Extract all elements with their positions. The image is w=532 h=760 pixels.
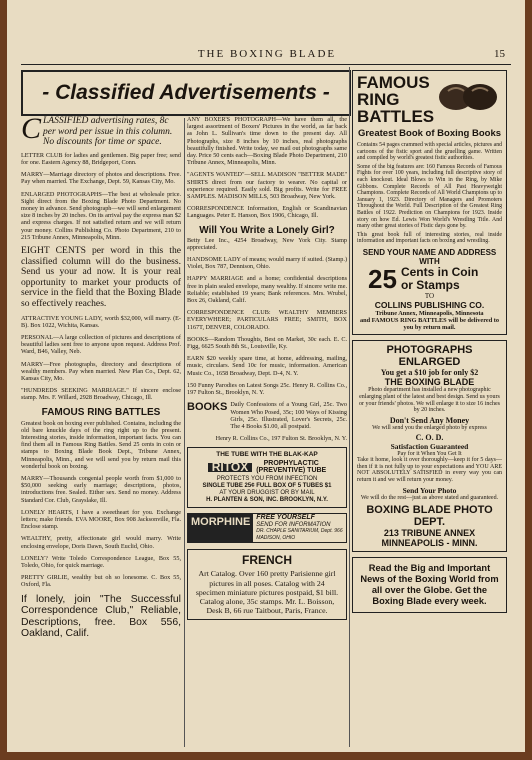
photos-body: Photo department has installed a new photographic enlarging plant of the latest and best design. Send us yours or your friends' photos. We will enlarge it to size 16 inches by 20 inches.	[358, 386, 500, 414]
ad-hundreds-seeking: "HUNDREDS SEEKING MARRIAGE." If sincere enclose stamp. Mrs. F. Willard, 2928 Broadway, Chicago, Ill.	[21, 387, 181, 402]
ad-correspondence-wealthy: CORRESPONDENCE CLUB: WEALTHY MEMBERS EVERYWHERE; PARTICULARS FREE; SMITH, BOX 1167T, DENVER, COLORADO.	[187, 309, 347, 331]
ad-wealthy-girl: WEALTHY, pretty, affectionate girl would marry. Write enclosing envelope, Doris Dawn, South Euclid, Ohio.	[21, 535, 181, 550]
send-photo-heading: Send Your Photo	[402, 486, 457, 496]
ad-personal: PERSONAL—A large collection of pictures and descriptions of beautiful ladies sent free to anyone upon request. Address Prof. Ward, B46, Valley, Neb.	[21, 333, 181, 356]
price-number: 25	[368, 263, 397, 294]
famous-ring-battles-heading: FAMOUS RING BATTLES	[41, 406, 161, 418]
cod-heading: C. O. D.	[415, 432, 444, 442]
contains-text: Contains 54 pages crammed with special articles, pictures and cartoons of the fistic sport and the gruelling game. Written and compiled by world's greatest fistic authorities.	[357, 142, 502, 162]
boxing-gloves-icon	[436, 77, 500, 117]
morphine-free: FREE YOURSELF	[256, 514, 315, 522]
to-text: TO	[424, 291, 435, 300]
eight-cents-notice: EIGHT CENTS per word in this the classified column will do the business. Send us your ad now. It is your real opportunity to market your products of service in the field that the Boxing Blade so effectively reaches.	[21, 245, 181, 309]
french-body: Art Catalog. Over 160 pretty Parisienne girl pictures in all poses. Catalog with 24 specimen miniature pictures postpaid, $1 bill. Catalog alone, 35c stamps. Mr. L. Boisson, Desk B, 66 rue Taitbout, Paris, France.	[195, 569, 339, 616]
morphine-ad	[187, 513, 347, 543]
classified-banner: - Classified Advertisements -	[21, 70, 351, 116]
french-heading: FRENCH	[242, 553, 292, 568]
ad-marry-directory: MARRY—Marriage directory of photos and descriptions. Free. Pay when married. The Exchange, Dept. 59, Kansas City, Mo.	[21, 171, 181, 186]
greatest-book-heading: Greatest Book of Boxing Books	[357, 128, 502, 139]
tube-line-protects: PROTECTS YOU FROM INFECTION	[216, 476, 318, 483]
tube-line-druggist: AT YOUR DRUGGIST OR BY MAIL	[219, 490, 315, 497]
drop-cap: C	[21, 116, 42, 145]
rates-notice	[21, 116, 181, 148]
column-2	[187, 116, 347, 747]
great-book-text: This great book full of interesting stories, real inside information and important facts on boxing and wrestling.	[357, 231, 502, 245]
ad-toledo-league: LONELY? Write Toledo Correspondence League, Box 55, Toledo, Ohio, for quick marriage.	[21, 554, 181, 570]
ad-young-lady: ATTRACTIVE YOUNG LADY, worth $32,000, will marry. (E-B). Box 1022, Wichita, Kansas.	[21, 314, 181, 329]
column-1	[21, 116, 181, 747]
tribune-address: Tribune Annex, Minneapolis, Minnesota	[375, 309, 484, 317]
column-divider	[184, 118, 185, 747]
books-word: BOOKS	[187, 401, 228, 414]
read-news-ad: Read the Big and Important News of the Boxing World from all over the Globe. Get the Boxing Blade every week.	[352, 557, 507, 613]
ad-marry-thousands: MARRY—Thousands congenial people worth from $1,000 to $50,000 seeking early marriage; descriptions, photos, introductions free. Sealed. Either sex. Send no money. Address Standard Cor. Club, Grayslake, Ill.	[21, 475, 181, 504]
satisfaction-sub: Pay for it When You Get It	[397, 450, 462, 457]
famous-ring-battles-ad	[352, 70, 507, 335]
ad-random-thoughts: BOOKS—Random Thoughts, Best on Market, 30c each. E. C. Figg, 6625 South 8th St., Louisville, Ky.	[187, 335, 347, 351]
features-text: Some of the big features are: 160 Famous Records of Famous Fights for over 100 years, including full descriptive story of each knockout. Ideal Blows to Win in the Ring, by Mike Gibbons. Complete Records of All Past Heavyweight Champions. Complete Records of All World Champions up to January 1, 1923. Directory of Managers and Promoters Throughout the World. Full Description of the Greatest Ring Battles of 1922. Prediction on Champions for 1923. Inside story on how Ed. Lewis Won World's Wrestling Title. And many other great stories of Fistic days gone by.	[357, 163, 502, 230]
photo-dept-address: 213 TRIBUNE ANNEX	[383, 527, 476, 538]
books-body: Daily Confessions of a Young Girl, 25c. Two Women Who Posed, 35c; 100 Ways of Kissing Girls, 25c. Illustrated, Lover's Secrets, 25c. The 4 Books $1.00, all postpaid.	[230, 401, 347, 430]
lonely-girl-heading: Will You Write a Lonely Girl?	[199, 224, 335, 236]
magazine-page	[7, 0, 525, 752]
delivery-note: and FAMOUS RING BATTLES will be delivered to you by return mail.	[359, 316, 500, 331]
tube-line-maker: H. PLANTEN & SON, INC. BROOKLYN, N.Y.	[206, 497, 328, 504]
ad-pretty-girlie: PRETTY GIRLIE, wealthy but oh so lonesome. C. Box 55, Oxford, Fla.	[21, 574, 181, 589]
tube-headline: THE TUBE WITH THE BLAK-KAP	[216, 451, 318, 459]
send-photo-body: We will do the rest—just as above stated and guaranteed.	[360, 495, 499, 502]
photographs-enlarged-ad	[352, 340, 507, 552]
header-rule	[21, 64, 511, 65]
ad-happy-marriage: HAPPY MARRIAGE and a home; confidential descriptions free in plain sealed envelope, many wealthy. If sincere write me. Reliable; established 19 years; Bank references. Mrs. Wrubel, Box 26, Oakland, Calif.	[187, 275, 347, 305]
ad-books	[187, 401, 347, 430]
publication-title: THE BOXING BLADE	[197, 48, 337, 60]
books-signature: Henry R. Collins Co., 197 Fulton St. Brooklyn, N. Y.	[215, 435, 347, 443]
ring-battles-title: FAMOUS RING BATTLES	[357, 73, 435, 126]
ad-correspondence-info: CORRESPONDENCE Information, English or Scandinavian Languages. Peter E. Hanson, Box 1906, Chicago, Ill.	[187, 205, 347, 220]
tube-line-price: SINGLE TUBE 25¢ FULL BOX OF 5 TUBES $1	[202, 483, 332, 490]
lonely-girl-body: Betty Lee Inc., 4254 Broadway, New York City. Stamp appreciated.	[187, 236, 347, 251]
morphine-word: MORPHINE	[188, 514, 253, 542]
photo-dept-city: MINNEAPOLIS - MINN.	[381, 537, 478, 548]
take-home-text: Take it home, look it over thoroughly—keep it for 5 days—then if it is not fully up to your expectations and YOU ARE NOT ABSOLUTELY SATISFIED in every way you can return it and we will return your money.	[357, 456, 502, 484]
photos-company: THE BOXING BLADE	[384, 376, 475, 387]
photos-heading: PHOTOGRAPHS ENLARGED	[386, 343, 473, 368]
price-block	[357, 263, 502, 294]
dont-send-heading: Don't Send Any Money	[389, 416, 470, 426]
rates-text: LASSIFIED advertising rates, 8c per word per issue in this column. No discounts for time or space.	[43, 116, 173, 148]
ad-agents-wanted: "AGENTS WANTED"—SELL MADISON "BETTER MADE" SHIRTS direct from our factory to wearer. No capital or experience required. Easily sold. Big profits. Write for FREE SAMPLES. MADISON MILLS, 503 Broadway, New York.	[187, 171, 347, 201]
tube-prophylactic: PROPHYLACTIC (PREVENTIVE) TUBE	[256, 460, 327, 475]
collins-name: COLLINS PUBLISHING CO.	[374, 299, 485, 310]
ad-marry-free: MARRY—Free photographs, directory and descriptions of wealthy members. Pay when married. New Plan Co., Dept. 62, Kansas City, Mo.	[21, 360, 181, 382]
ad-lonely-hearts: LONELY HEARTS, I have a sweetheart for you. Exchange letters; make friends. EVA MOORE, Box 908 Jacksonville, Fla. Enclose stamp.	[21, 508, 181, 531]
column-divider	[349, 67, 350, 747]
ad-funny-parodies: 150 Funny Parodies on Latest Songs 25c. Henry R. Collins Co., 197 Fulton St., Brooklyn, N. Y.	[187, 381, 347, 397]
ritox-logo: RITOX	[208, 463, 252, 472]
ad-earn-weekly: EARN $20 weekly spare time, at home, addressing, mailing, music, circulars. Send 10c for music, information. American Music Co., 1658 Broadway, Dept. D-4, N. Y.	[187, 355, 347, 377]
french-art-ad	[187, 549, 347, 620]
column-3	[352, 70, 507, 747]
photos-subheading: You get a $10 job for only $2	[380, 367, 479, 377]
morphine-send: SEND FOR INFORMATION	[256, 521, 331, 528]
page-number: 15	[494, 48, 505, 60]
send-name-text: SEND YOUR NAME AND ADDRESS WITH	[362, 247, 497, 266]
photo-dept-title: BOXING BLADE PHOTO DEPT.	[366, 503, 493, 528]
price-label: Cents in Coin or Stamps	[400, 264, 479, 292]
morphine-sanitarium: DR. CHAPLE SANITARIUM, Dept. 966 MADISON, OHIO	[256, 528, 343, 541]
ad-handsome-lady: HANDSOME LADY of means; would marry if suited. (Stamp.) Violet, Box 787, Dennison, Ohio.	[187, 256, 347, 271]
famous-ring-battles-body: Greatest book on boxing ever published. Contains, including the old bare knuckle days of the ring right up to the present. Interesting stories, inside information, important facts. You can find them all in Famous Ring Battles. Send 25 cents in coin or stamps to Boxing Blade Book Dept., Tribune Annex, Minneapolis, Minn., and we will send you by return mail this wonderful book on boxing.	[21, 419, 181, 470]
ad-letter-club: LETTER CLUB for ladies and gentlemen. Big paper free; send for one. Eastern Agency 88, Bridgeport, Conn.	[21, 151, 181, 166]
ad-correspondence-club: If lonely, join "The Successful Correspondence Club," Reliable, Descriptions, free. Box 556, Oakland, Calif.	[21, 593, 181, 640]
ad-boxer-photographs: ANY BOXER'S PHOTOGRAPH—We have them all, the largest assortment of Boxers' Pictures in the world, as far back as John L. Sullivan's time down to the present day. All Photographs, size 8 inches by 10 inches, real photographs beautifully finished. Write today, we mail out photographs same day. Price 50 cents each—Boxing Blade Photo Department, 210 Tribune Annex, Minneapolis, Minn.	[187, 116, 347, 167]
ritox-tube-ad	[187, 447, 347, 508]
dont-send-body: We will send you the enlarged photo by express	[372, 425, 487, 432]
satisfaction-heading: Satisfaction Guaranteed	[390, 441, 469, 451]
running-header	[7, 48, 525, 64]
ad-enlarged-photos: ENLARGED PHOTOGRAPHS—The best at wholesale price. Sight direct from the Boxing Blade Photo Department. No money in advance. Send photograph—we will send enlargement size 8 inches by 20 inches. On its arrival pay the express man $2 and express charges. If not satisfied return and we will return your money. Collins Publishing Co. Photo Department, 210 to 215 Tribune Annex, Minneapolis, Minn.	[21, 190, 181, 241]
